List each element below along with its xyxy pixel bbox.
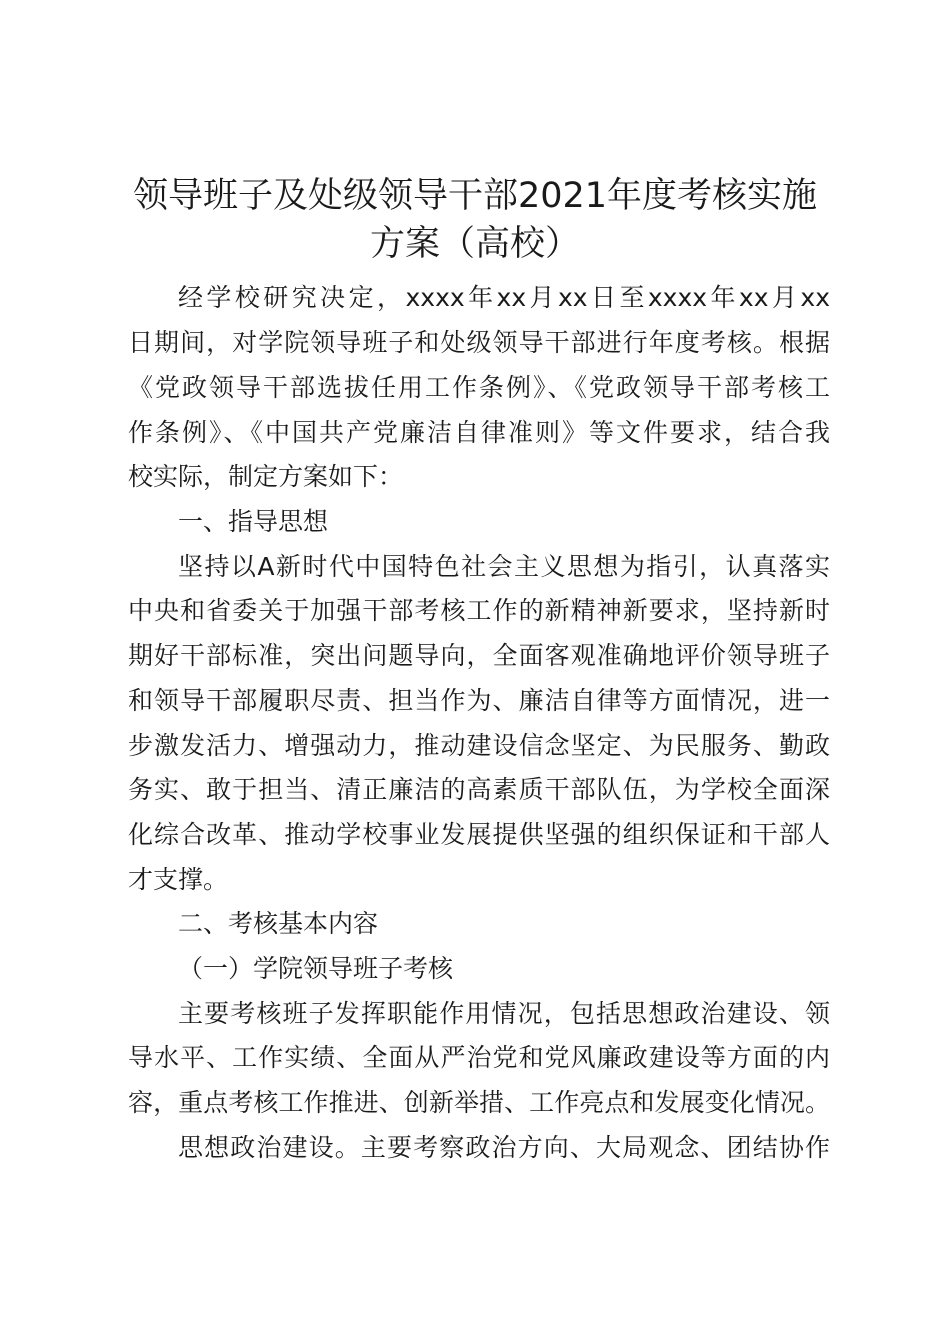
body-line-20: 思想政治建设。主要考察政治方向、大局观念、团结协作: [178, 1133, 830, 1162]
body-line-13: 化综合改革、推动学校事业发展提供坚强的组织保证和干部人: [128, 820, 830, 849]
body-line-18: 导水平、工作实绩、全面从严治党和党风廉政建设等方面的内: [128, 1043, 830, 1072]
section-heading-assessment-content: 二、考核基本内容: [178, 909, 379, 938]
body-line-7: 坚持以A新时代中国特色社会主义思想为指引，认真落实: [178, 552, 830, 581]
body-line-17: 主要考核班子发挥职能作用情况，包括思想政治建设、领: [178, 999, 830, 1028]
document-title-line-2: 方案（高校）: [369, 224, 580, 264]
body-line-8: 中央和省委关于加强干部考核工作的新精神新要求，坚持新时: [128, 596, 830, 625]
body-line-11: 步激发活力、增强动力，推动建设信念坚定、为民服务、勤政: [128, 731, 830, 760]
section-heading-guiding-thought: 一、指导思想: [178, 507, 329, 536]
body-line-10: 和领导干部履职尽责、担当作为、廉洁自律等方面情况，进一: [128, 686, 830, 715]
body-line-4: 作条例》、《中国共产党廉洁自律准则》等文件要求，结合我: [128, 418, 830, 447]
body-line-1: 经学校研究决定，xxxx年xx月xx日至xxxx年xx月xx: [178, 283, 830, 312]
body-line-3: 《党政领导干部选拔任用工作条例》、《党政领导干部考核工: [128, 373, 830, 402]
document-title-line-1: 领导班子及处级领导干部2021年度考核实施: [132, 176, 818, 216]
body-line-9: 期好干部标准，突出问题导向，全面客观准确地评价领导班子: [128, 641, 830, 670]
body-line-12: 务实、敢于担当、清正廉洁的高素质干部队伍，为学校全面深: [128, 775, 830, 804]
subsection-heading-college-leadership: （一）学院领导班子考核: [178, 954, 454, 983]
body-line-14: 才支撑。: [128, 865, 229, 894]
body-line-2: 日期间，对学院领导班子和处级领导干部进行年度考核。根据: [128, 328, 830, 357]
body-line-19: 容，重点考核工作推进、创新举措、工作亮点和发展变化情况。: [128, 1088, 830, 1117]
body-line-5: 校实际，制定方案如下：: [128, 462, 404, 491]
